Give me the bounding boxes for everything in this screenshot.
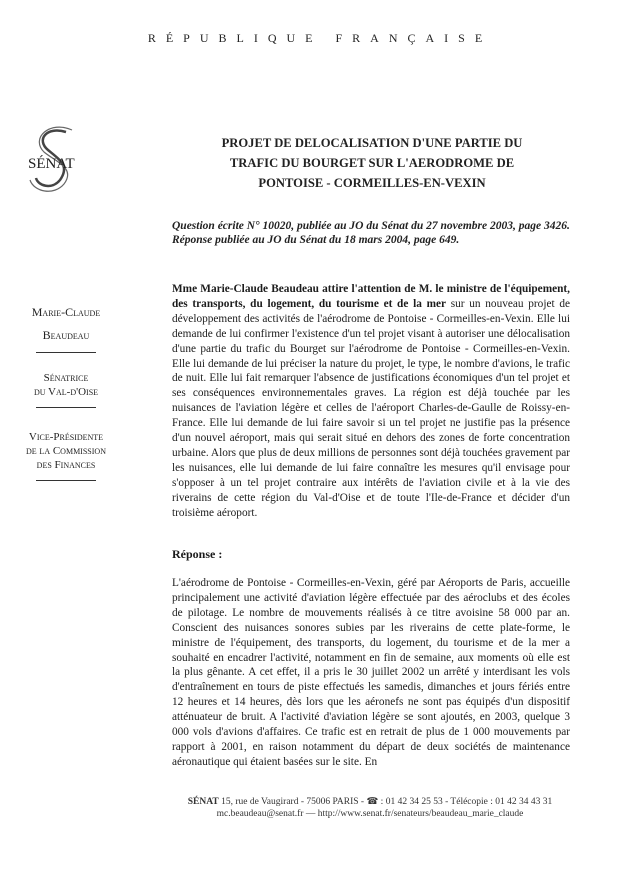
title-line-3: PONTOISE - CORMEILLES-EN-VEXIN (258, 176, 486, 190)
title-line-2: TRAFIC DU BOURGET SUR L'AERODROME DE (229, 156, 515, 170)
vp-line-3: des Finances (36, 459, 96, 471)
question-text: sur un nouveau projet de développement des activités de l'aérodrome de Pontoise - Cormeilles-en-Vexin. Elle lui demande de lui confirmer l'existence d'un tel projet visant à autoriser une délocalisation d'une partie du trafic du Bourget sur l'aérodrome de Pontoise - Cormeilles-en-Vexin. Elle lui demande de lui préciser la nature du projet, le type, le nombre d'avions, le trafic de nuit. Elle lui fait remarquer l'absence de justifications économiques d'un tel projet et ses conséquences environnementales graves. La région est déjà touchée par les nuisances de l'aviation légère et celles de l'aéroport Charles-de-Gaulle de Roissy-en-France. Elle lui demande de lui faire savoir si un tel projet ne justifie pas la présence d'un nouvel aéroport, mais qui serait situé en dehors des zones de forte concentration urbaine. Alors que plus de deux millions de personnes sont déjà touchées gravement par les nuisances, elle lui demande de lui faire connaître les mesures qu'il envisage pour s'opposer à un tel projet contraire aux intérêts de l'aviation civile et à la vie des riverains de cette région du Val-d'Oise et de toute l'Ile-de-France et décider d'un troisième aéroport. (172, 297, 571, 519)
role-line-2: du Val-d'Oise (33, 386, 99, 398)
republic-header: RÉPUBLIQUE FRANÇAISE (147, 31, 493, 45)
vp-line-2: de la Commission (26, 445, 106, 457)
footer (150, 796, 590, 820)
response-label: Réponse : (172, 547, 223, 561)
title-line-1: PROJET DE DELOCALISATION D'UNE PARTIE DU (221, 136, 523, 150)
vp-line-1: Vice-Présidente (28, 431, 104, 443)
question-reference: Question écrite N° 10020, publiée au JO du Sénat du 27 novembre 2003, page 3426. Réponse publiée au JO du Sénat du 18 mars 2004, page 649. (172, 220, 570, 246)
response-paragraph: L'aérodrome de Pontoise - Cormeilles-en-Vexin, géré par Aéroports de Paris, accueille principalement une activité d'aviation légère effectuée par des aéroclubs et des écoles de pilotage. Le nombre de mouvements réalisés à ce titre avoisine 58 000 par an. Conscient des nuisances sonores subies par les riverains de cette plate-forme, le ministre de l'équipement, des transports, du logement, du tourisme et de la mer a souhaité en encadrer l'activité, notamment en fin de semaine, aux moments où elle est la plus gênante. A cet effet, il a pris le 30 juillet 2002 un arrêté y interdisant les vols d'entraînement en tours de piste effectués les samedis, dimanches et jours fériés entre 12 heures et 14 heures, dès lors que les aéronefs ne sont pas équipés d'un dispositif atténuateur de bruit. A l'activité d'aviation légère se sont ajoutés, en 2003, quelque 3 000 vols d'avions d'affaires. Ce trafic est en retrait de plus de 1 000 mouvements par rapport à 2001, en raison notamment du départ de deux sociétés de maintenance aéronautique qui étaient basées sur le site. En (172, 577, 570, 768)
footer-contact: mc.beaudeau@senat.fr — http://www.senat.fr/senateurs/beaudeau_marie_claude (216, 809, 524, 819)
document-title (186, 133, 558, 193)
role-line-1: Sénatrice (43, 372, 89, 384)
question-paragraph (172, 282, 570, 521)
senator-first-name: Marie-Claude (31, 305, 101, 319)
footer-senat: SÉNAT (187, 797, 219, 807)
footer-address (150, 796, 590, 808)
footer-address-text: 15, rue de Vaugirard - 75006 PARIS - ☎ : 01 42 34 25 53 - Télécopie : 01 42 34 43 31 (218, 797, 553, 807)
senator-name (18, 304, 114, 353)
divider (36, 407, 96, 408)
senator-vice-presidency (18, 430, 114, 481)
senator-last-name: Beaudeau (42, 328, 90, 342)
senat-logo (26, 122, 86, 198)
senator-role (18, 371, 114, 408)
question-lead: Mme Marie-Claude Beaudeau attire l'attention de M. le ministre de l'équipement, des transports, du logement, du tourisme et de la mer (172, 283, 570, 310)
divider (36, 352, 96, 353)
senat-logo-text: SÉNAT (28, 156, 75, 172)
divider (36, 480, 96, 481)
